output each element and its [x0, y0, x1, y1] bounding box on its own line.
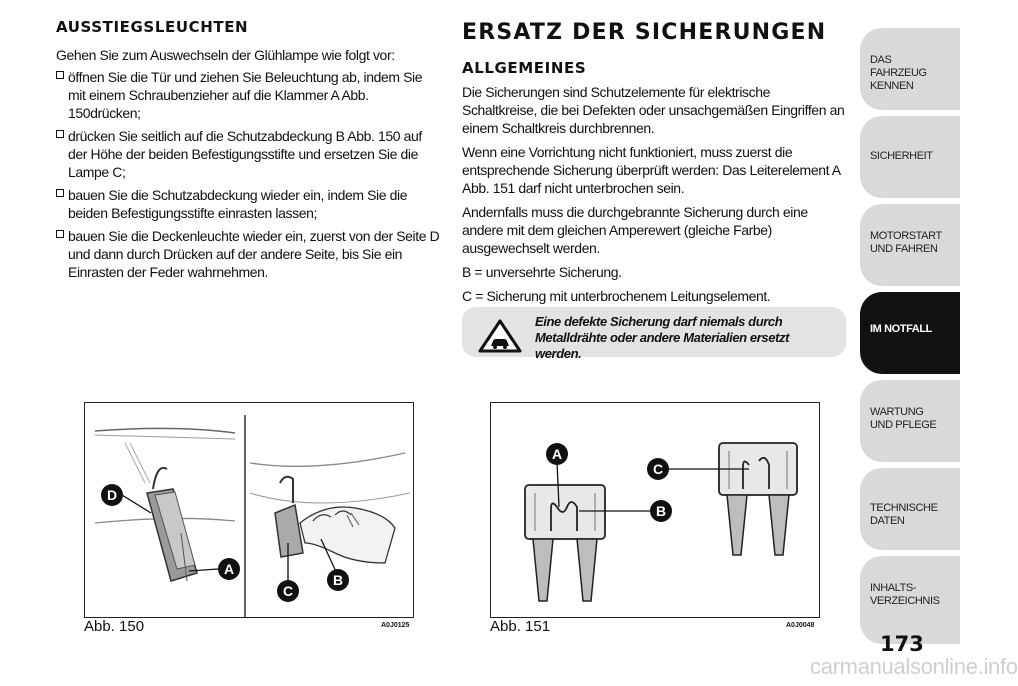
page-number: 173: [880, 632, 924, 656]
label-c-badge: [277, 580, 299, 602]
paragraph: Die Sicherungen sind Schutzelemente für elektrische Schaltkreise, die bei Defekten oder unsachgemäßen Eingriffen an einem Schaltkreis durchbrennen.: [462, 84, 845, 136]
figure-151-illustration: [491, 403, 821, 619]
warning-box: [462, 307, 846, 361]
label-a-badge: [546, 443, 568, 465]
svg-text:A: A: [551, 446, 563, 462]
warning-text: Eine defekte Sicherung darf niemals durch Metalldrähte oder andere Materialien ersetzt werden.: [535, 314, 790, 361]
tab-motorstart-und-fahren[interactable]: MOTORSTART UND FAHREN: [860, 204, 960, 286]
svg-text:B: B: [655, 503, 667, 519]
intact-fuse: [525, 485, 605, 601]
figure-150-code: A0J0125: [381, 622, 410, 629]
figure-151-fuses: [490, 402, 820, 618]
label-a-badge: [218, 558, 240, 580]
checkbox-bullet-icon: [56, 71, 64, 79]
left-column: [56, 18, 442, 286]
paragraph: Andernfalls muss die durchgebrannte Sicherung durch eine andere mit dem gleichen Amperewert (gleiche Farbe) ausgewechselt werden.: [462, 204, 808, 256]
figure-150-caption: Abb. 150: [84, 618, 145, 635]
tab-sicherheit[interactable]: SICHERHEIT: [860, 116, 960, 198]
tab-technische-daten[interactable]: TECHNISCHE DATEN: [860, 468, 960, 550]
steps-list: [56, 68, 442, 281]
section-title-fuses: ERSATZ DER SICHERUNGEN: [462, 20, 827, 45]
subheading-general: ALLGEMEINES: [462, 59, 587, 77]
tab-inhaltsverzeichnis[interactable]: INHALTS-VERZEICHNIS: [860, 556, 960, 644]
section-heading-courtesy-lights: AUSSTIEGSLEUCHTEN: [56, 18, 249, 36]
paragraph: B = unversehrte Sicherung.: [462, 264, 622, 280]
svg-text:D: D: [106, 487, 118, 503]
paragraph: Wenn eine Vorrichtung nicht funktioniert, muss zuerst die entsprechende Sicherung überprüft werden: Das Leiterelement A Abb. 151 darf nicht unterbrochen sein.: [462, 144, 840, 196]
watermark-text: carmanualsonline.info: [810, 654, 1018, 679]
label-d-badge: [101, 484, 123, 506]
svg-text:C: C: [652, 461, 664, 477]
blown-fuse: [719, 443, 797, 555]
label-b-badge: [650, 500, 672, 522]
step-item: bauen Sie die Schutzabdeckung wieder ein, indem Sie die beiden Befestigungsstifte einrasten lassen;: [56, 186, 442, 222]
step-item: drücken Sie seitlich auf die Schutzabdeckung B Abb. 150 auf der Höhe der beiden Befestigungsstifte und ersetzen Sie die Lampe C;: [56, 127, 442, 181]
checkbox-bullet-icon: [56, 230, 64, 238]
warning-car-icon: [478, 319, 522, 353]
label-c-badge: [647, 458, 669, 480]
tab-wartung-und-pflege[interactable]: WARTUNG UND PFLEGE: [860, 380, 960, 462]
figure-150-illustration: [85, 403, 415, 619]
figure-151-code: A0J0048: [786, 622, 815, 629]
step-item: öffnen Sie die Tür und ziehen Sie Beleuchtung ab, indem Sie mit einem Schraubenzieher auf die Klammer A Abb. 150drücken;: [56, 68, 442, 122]
intro-text: Gehen Sie zum Auswechseln der Glühlampe wie folgt vor:: [56, 47, 395, 63]
checkbox-bullet-icon: [56, 130, 64, 138]
tab-im-notfall[interactable]: IM NOTFALL: [860, 292, 960, 374]
figure-151-caption: Abb. 151: [490, 618, 551, 635]
step-item: bauen Sie die Deckenleuchte wieder ein, zuerst von der Seite D und dann durch Drücken auf der andere Seite, bis Sie ein Einrasten der Feder wahrnehmen.: [56, 227, 442, 281]
svg-text:B: B: [332, 572, 344, 588]
label-b-badge: [327, 569, 349, 591]
tab-das-fahrzeug-kennen[interactable]: DAS FAHRZEUG KENNEN: [860, 28, 960, 110]
svg-text:A: A: [223, 561, 235, 577]
figure-150-courtesy-light: [84, 402, 414, 618]
checkbox-bullet-icon: [56, 189, 64, 197]
right-column: [462, 18, 848, 305]
paragraph: C = Sicherung mit unterbrochenem Leitungselement.: [462, 288, 771, 304]
svg-text:C: C: [282, 583, 294, 599]
